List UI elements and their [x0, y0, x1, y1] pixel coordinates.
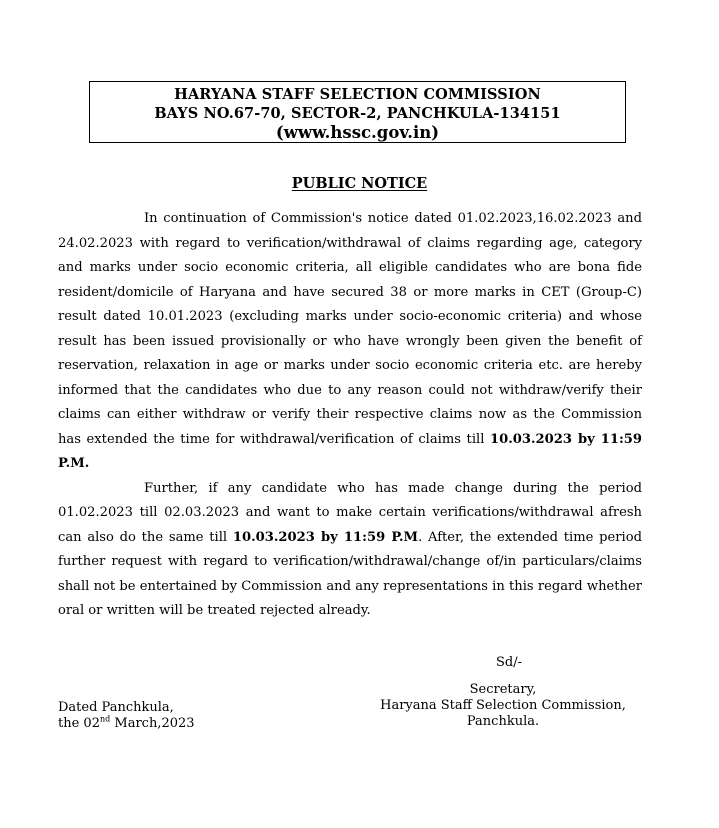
date-rest: March,2023 — [110, 716, 195, 731]
dated-block — [58, 700, 195, 732]
signature-sd: Sd/- — [496, 655, 522, 670]
signature-block — [370, 682, 636, 730]
paragraph-2-text-before: Further, if any candidate who has made change during the period 01.02.2023 till 02.03.2023 and want to make certain verifications/withdrawal afresh can also do the same till — [58, 480, 642, 545]
org-name: HARYANA STAFF SELECTION COMMISSION — [174, 86, 541, 103]
notice-title: PUBLIC NOTICE — [291, 175, 428, 192]
letterhead-box — [89, 81, 626, 143]
signature-place: Panchkula. — [466, 714, 540, 729]
date-ordinal-suffix: nd — [99, 714, 111, 724]
paragraph-1-deadline: 10.03.2023 by 11:59 P.M. — [58, 431, 642, 471]
dated-date — [58, 716, 195, 732]
signature-designation: Secretary, — [469, 682, 537, 697]
org-address: BAYS NO.67-70, SECTOR-2, PANCHKULA-134151 — [154, 105, 561, 122]
notice-paragraph-1 — [58, 207, 642, 477]
dated-place: Dated Panchkula, — [58, 700, 174, 715]
date-prefix: the 02 — [58, 716, 100, 731]
paragraph-2-deadline: 10.03.2023 by 11:59 P.M — [232, 529, 419, 545]
paragraph-2-text-after: . After, the extended time period further request with regard to verification/withdrawal/change of/in particulars/claims shall not be entertained by Commission and any representations in this regard whether oral or written will be treated rejected already. — [58, 529, 642, 618]
notice-paragraph-2 — [58, 477, 642, 624]
notice-body — [58, 207, 642, 624]
signature-organization: Haryana Staff Selection Commission, — [380, 698, 626, 713]
org-website: (www.hssc.gov.in) — [275, 123, 440, 142]
paragraph-1-text: In continuation of Commission's notice dated 01.02.2023,16.02.2023 and 24.02.2023 with regard to verification/withdrawal of claims regarding age, category and marks under socio economic criteria, all eligible candidates who are bona fide resident/domicile of Haryana and have secured 38 or more marks in CET (Group-C) result dated 10.01.2023 (excluding marks under socio-economic criteria) and whose result has been issued provisionally or who have wrongly been given the benefit of reservation, relaxation in age or marks under socio economic criteria etc. are hereby informed that the candidates who due to any reason could not withdraw/verify their claims can either withdraw or verify their respective claims now as the Commission has extended the time for withdrawal/verification of claims till — [58, 211, 642, 447]
